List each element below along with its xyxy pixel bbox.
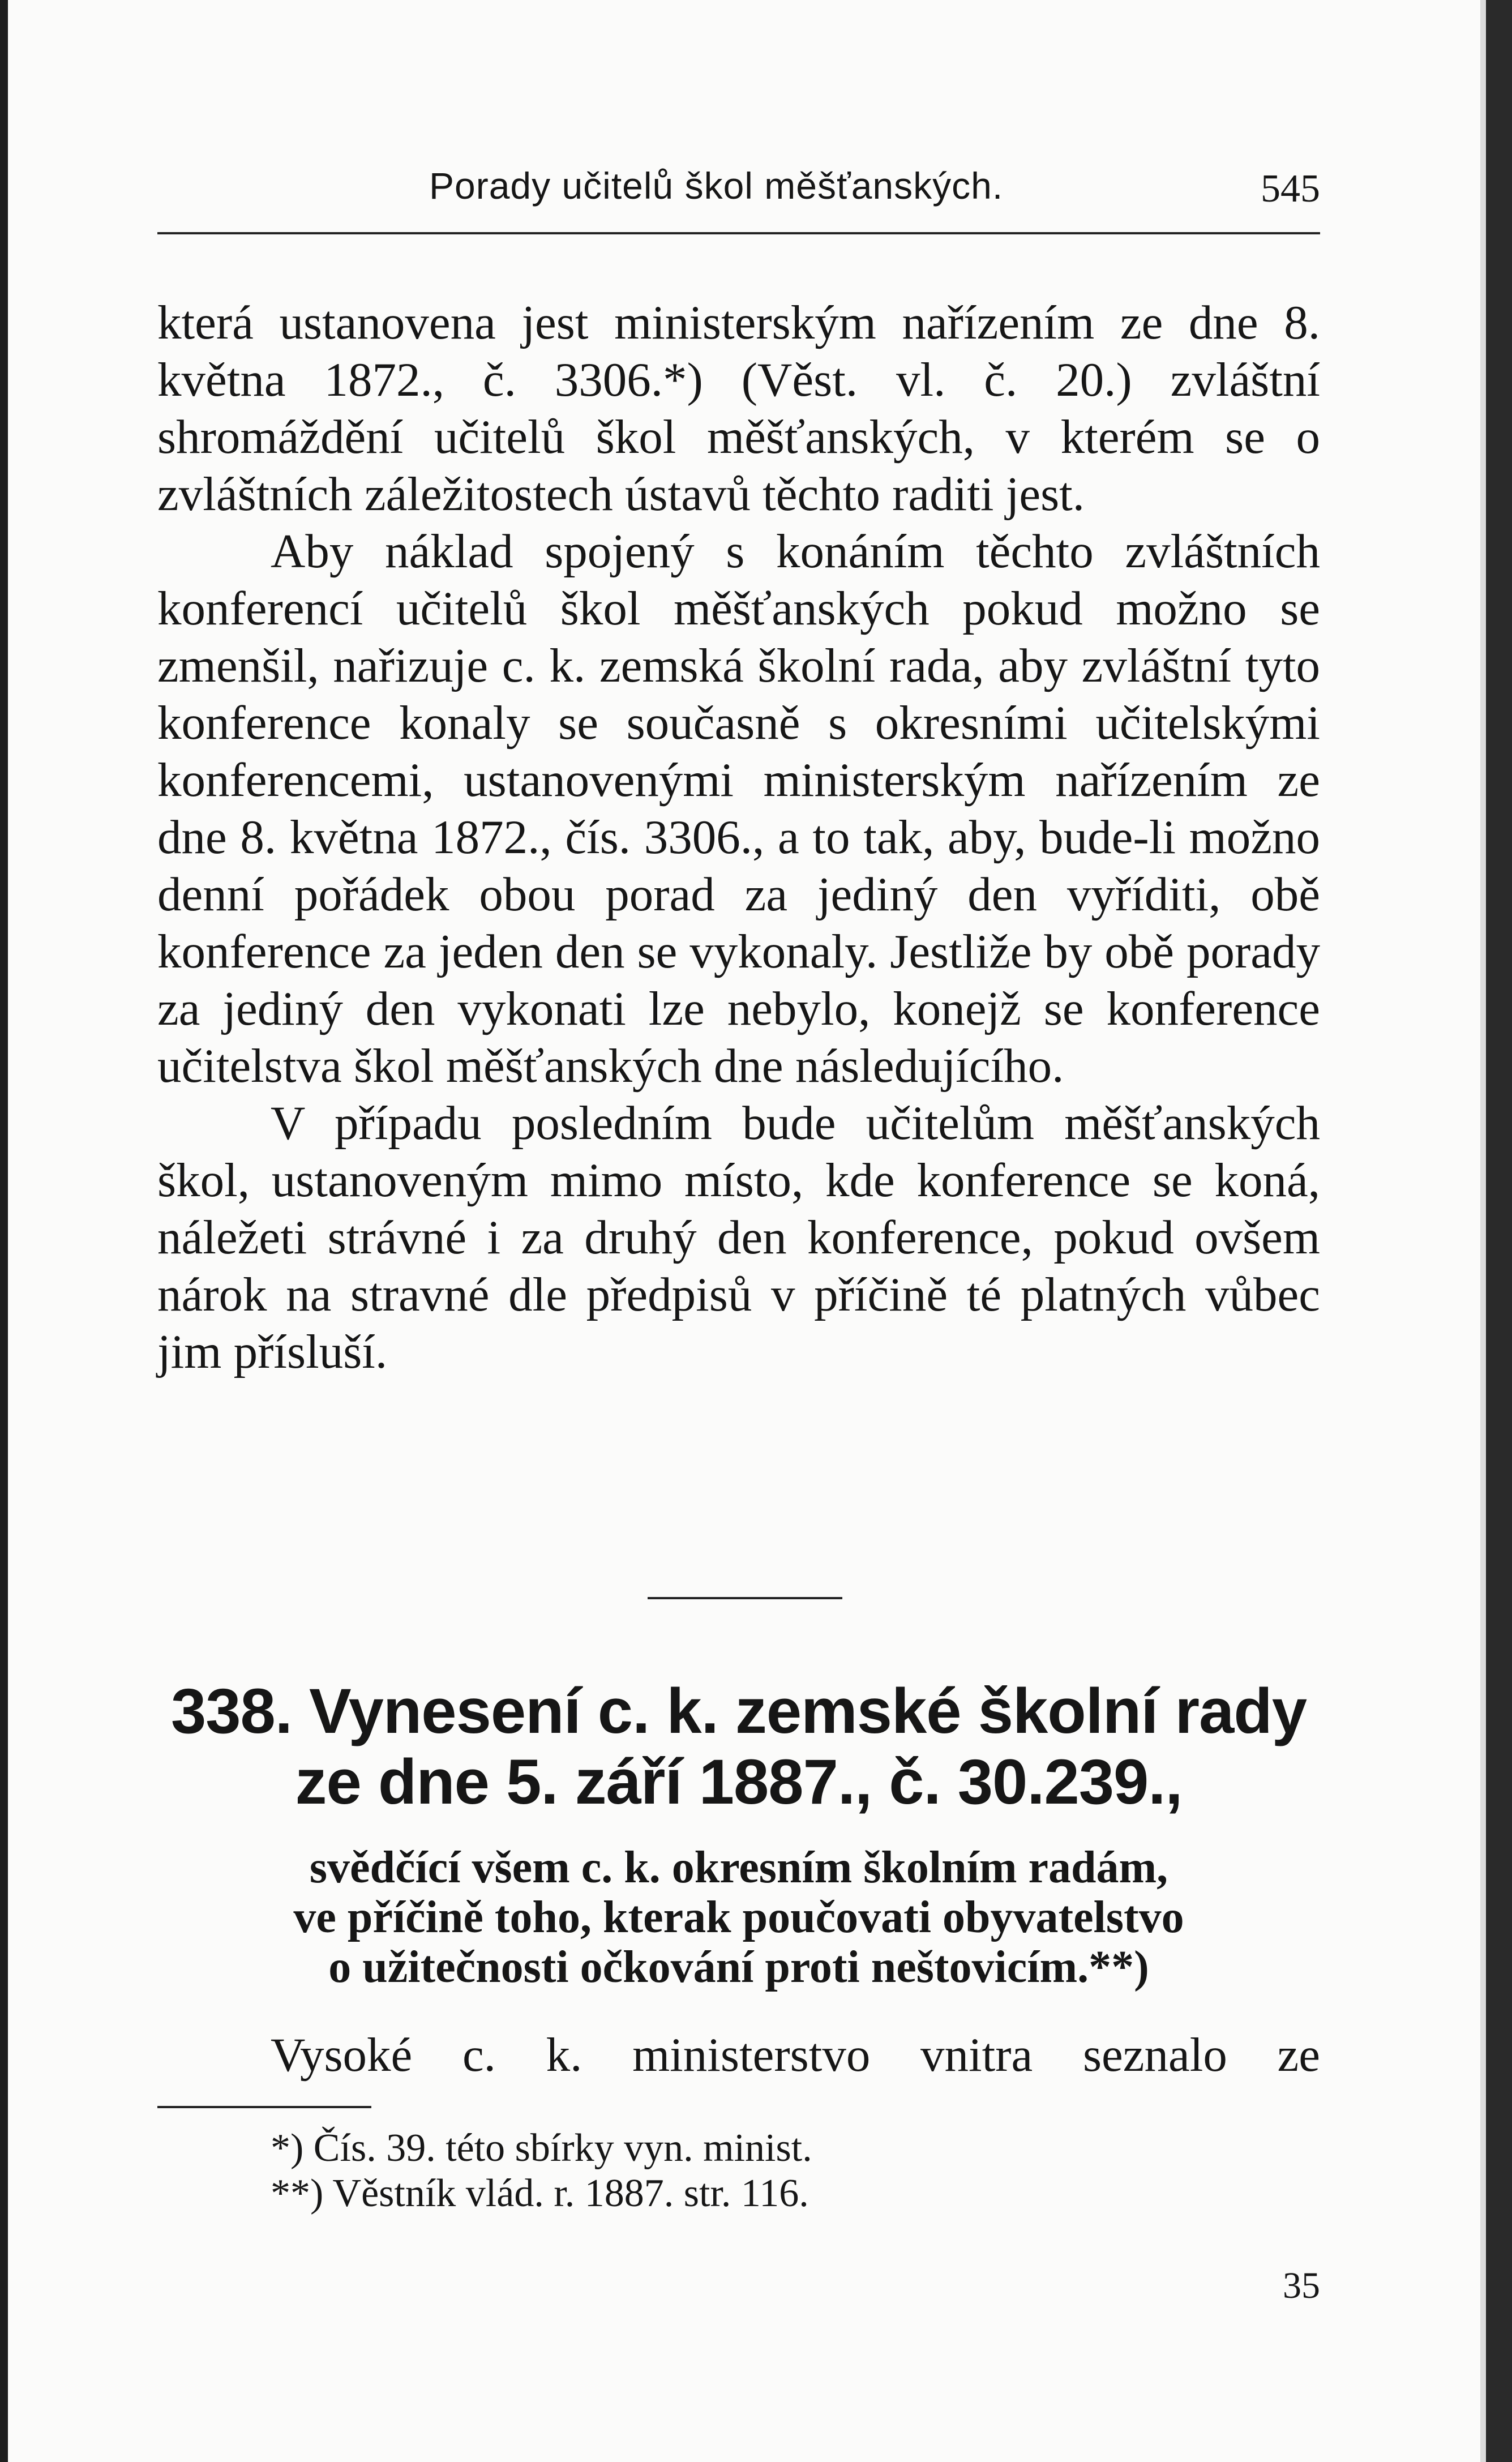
section-heading — [157, 1676, 1320, 1817]
footnote-1: *) Čís. 39. této sbírky vyn. minist. — [271, 2126, 812, 2170]
footnote-rule — [157, 2106, 371, 2108]
scan-edge-right — [1486, 0, 1512, 2462]
header-rule — [157, 232, 1320, 234]
scan-edge-right-shadow — [1480, 0, 1486, 2462]
section-first-line: Vysoké c. k. ministerstvo vnitra seznalo ze — [271, 2028, 1320, 2082]
book-page — [157, 0, 1320, 2462]
page-number: 545 — [1261, 167, 1320, 211]
subheading-line-1: svědčící všem c. k. okresním školním radám, — [309, 1843, 1168, 1892]
heading-line-1: 338. Vynesení c. k. zemské školní rady — [170, 1676, 1307, 1746]
signature-mark: 35 — [1283, 2265, 1320, 2306]
footnote-2: **) Věstník vlád. r. 1887. str. 116. — [271, 2172, 809, 2215]
section-divider — [648, 1597, 842, 1599]
footnotes — [157, 2126, 1320, 2216]
body-text — [157, 294, 1320, 1381]
paragraph-2: Aby náklad spojený s konáním těchto zvláštních konferencí učitelů škol měšťanských pokud možno se zmenšil, nařizuje c. k. zemská školní rada, aby zvláštní tyto konference konaly se současně s okresními učitelskými konferencemi, ustanovenými ministerským nařízením ze dne 8. května 1872., čís. 3306., a to tak, aby, bude-li možno denní pořádek obou porad za jediný den vyříditi, obě konference za jeden den se vykonaly. Jestliže by obě porady za jediný den vykonati lze nebylo, konejž se konference učitelstva škol měšťanských dne následujícího. — [157, 525, 1320, 1093]
running-title: Porady učitelů škol měšťanských. — [429, 165, 1004, 207]
section-subheading — [157, 1843, 1320, 1992]
paragraph-1: která ustanovena jest ministerským nařízením ze dne 8. května 1872., č. 3306.*) (Věst. vl. č. 20.) zvláštní shromáždění učitelů škol měšťanských, v kterém se o zvláštních záležitostech ústavů těchto raditi jest. — [157, 296, 1320, 521]
subheading-line-2: ve příčině toho, kterak poučovati obyvatelstvo — [293, 1892, 1184, 1942]
paragraph-3: V případu posledním bude učitelům měšťanských škol, ustanoveným mimo místo, kde konference se koná, náležeti strávné i za druhý den konference, pokud ovšem nárok na stravné dle předpisů v příčině té platných vůbec jim přísluší. — [157, 1097, 1320, 1378]
heading-line-2: ze dne 5. září 1887., č. 30.239., — [295, 1746, 1183, 1817]
scan-edge-left — [0, 0, 8, 2462]
subheading-line-3: o užitečnosti očkování proti neštovicím.**) — [328, 1942, 1149, 1992]
running-header — [157, 164, 1320, 215]
